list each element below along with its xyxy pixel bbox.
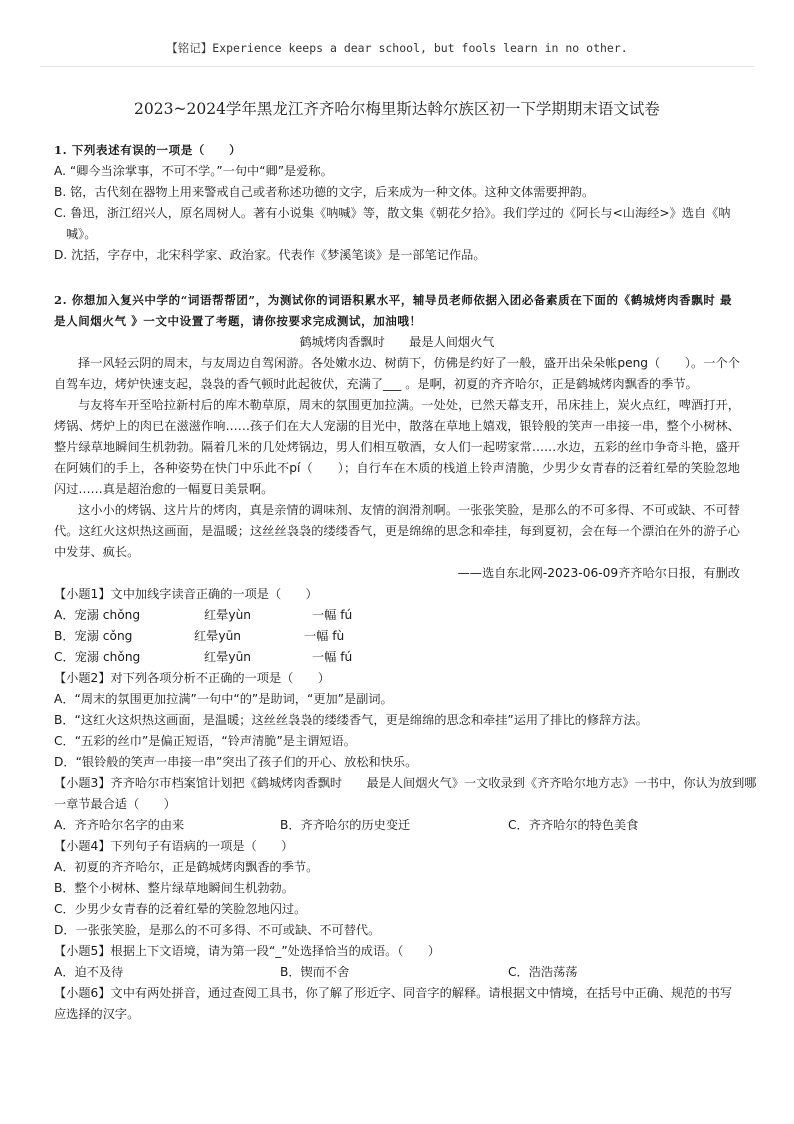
sub-question-1-option-c: C．宠溺 chǒng 红晕yūn 一幅 fú <box>54 650 353 664</box>
sub-question-5-option-b: B．锲而不舍 <box>280 965 350 979</box>
article-paragraph-3: 这小小的烤锅、这片片的烤肉，真是亲情的调味剂、友情的润滑剂啊。一张张笑脸，是那么的不可多得、不可或缺、不可替代。这红火这炽热这画面，是温暖；这丝丝袅袅的缕缕香气，更是绵绵的思念和牵挂，每到夏初，会在每一个漂泊在外的游子心中发芽、疯长。 <box>54 503 740 559</box>
sub-question-1-option-b: B．宠溺 cǒng 红晕yūn 一幅 fù <box>54 629 345 643</box>
exam-title: 2023~2024学年黑龙江齐齐哈尔梅里斯达斡尔族区初一下学期期末语文试卷 <box>134 100 660 118</box>
sub-question-4-stem: 【小题4】下列句子有语病的一项是（ ） <box>54 839 294 853</box>
sub-question-5-options <box>54 962 740 983</box>
sub-question-2-stem: 【小题2】对下列各项分析不正确的一项是（ ） <box>54 671 330 685</box>
header-divider <box>40 66 754 67</box>
exam-content <box>54 140 757 1025</box>
sub-question-3-options <box>54 815 740 836</box>
sub-question-3-stem-line1: 【小题3】齐齐哈尔市档案馆计划把《鹤城烤肉香飘时 最是人间烟火气》一文收录到《齐齐哈尔地方志》一书中，你认为放到哪 <box>54 776 757 790</box>
question-1-option-b: B. 铭，古代刻在器物上用来警戒自己或者称述功德的文字，后来成为一种文体。这种文体需要押韵。 <box>54 185 595 199</box>
question-1-option-c: C. 鲁迅，浙江绍兴人，原名周树人。著有小说集《呐喊》等，散文集《朝花夕拾》。我们学过的《阿长与<山海经>》选自《呐 <box>54 206 731 220</box>
sub-question-3-option-a: A．齐齐哈尔名字的由来 <box>54 818 185 832</box>
sub-question-4-option-c: C．少男少女青春的泛着红晕的笑脸忽地闪过。 <box>54 902 307 916</box>
sub-question-3-stem-line2: 一章节最合适（ ） <box>54 797 176 811</box>
question-1-option-c-cont: 喊》。 <box>66 227 97 241</box>
sub-question-3-option-c: C．齐齐哈尔的特色美食 <box>508 818 639 832</box>
sub-question-2-option-d: D．“银铃般的笑声一串接一串”突出了孩子们的开心、放松和快乐。 <box>54 755 418 769</box>
sub-question-2-option-b: B．“这红火这炽热这画面，是温暖；这丝丝袅袅的缕缕香气，更是绵绵的思念和牵挂”运用了排比的修辞方法。 <box>54 713 648 727</box>
sub-question-5-stem: 【小题5】根据上下文语境，请为第一段“_”处选择恰当的成语。（ ） <box>54 944 441 958</box>
article-paragraph-2: 与友将车开至哈拉新村后的库木勒草原，周末的氛围更加拉满。一处处，已然天幕支开，吊床挂上，炭火点红，啤酒打开，烤锅、烤炉上的肉已在滋滋作响……孩子们在大人宠溺的目光中，散落在草地上嬉戏，银铃般的笑声一串接一串，整个小树林、整片绿草地瞬间生机勃勃。隔着几米的几处烤锅边，男人们相互敬酒，女人们一起唠家常……水边，五彩的丝巾争奇斗艳，盛开在阿姨们的手上，各种姿势在快门中乐此不pí（ ）；自行车在木质的栈道上铃声清脆，少男少女青春的泛着红晕的笑脸忽地闪过……真是超治愈的一幅夏日美景啊。 <box>54 398 740 496</box>
sub-question-1-option-a: A．宠溺 chǒng 红晕yùn 一幅 fú <box>54 608 353 622</box>
article-paragraph-1: 择一风轻云阴的周末，与友周边自驾闲游。各处嫩水边、树荫下，仿佛是约好了一般，盛开出朵朵帐peng（ ）。一个个自驾车边，烤炉快速支起，袅袅的香气顿时此起彼伏，充满了___ 。是啊，初夏的齐齐哈尔，正是鹤城烤肉飘香的季节。 <box>54 356 740 391</box>
question-1-option-a: A. “卿今当涂掌事，不可不学。”一句中“卿”是爱称。 <box>54 164 333 178</box>
page-header-motto: 【铭记】Experience keeps a dear school, but fools learn in no other. <box>166 41 628 55</box>
sub-question-2-option-a: A．“周末的氛围更加拉满”一句中“的”是助词，“更加”是副词。 <box>54 692 393 706</box>
sub-question-5-option-a: A．迫不及待 <box>54 965 124 979</box>
question-2-stem-line1: 2. 你想加入复兴中学的“词语帮帮团”，为测试你的词语积累水平，辅导员老师依据入团必备素质在下面的《鹤城烤肉香飘时 最 <box>54 293 733 307</box>
sub-question-3-option-b: B．齐齐哈尔的历史变迁 <box>280 818 411 832</box>
article-title: 鹤城烤肉香飘时 最是人间烟火气 <box>299 335 495 349</box>
sub-question-6-stem: 【小题6】文中有两处拼音，通过查阅工具书，你了解了形近字、同音字的解释。请根据文中情境，在括号中正确、规范的书写应选择的汉字。 <box>54 986 733 1021</box>
question-2-stem-line2: 是人间烟火气 》一文中设置了考题，请你按要求完成测试，加油哦！ <box>54 314 422 328</box>
sub-question-5-option-c: C．浩浩荡荡 <box>508 965 578 979</box>
sub-question-4-option-b: B．整个小树林、整片绿草地瞬间生机勃勃。 <box>54 881 294 895</box>
sub-question-4-option-a: A．初夏的齐齐哈尔，正是鹤城烤肉飘香的季节。 <box>54 860 319 874</box>
article-source: ——选自东北网-2023-06-09齐齐哈尔日报，有删改 <box>457 566 740 580</box>
question-1-stem: 1. 下列表述有误的一项是（ ） <box>54 143 242 157</box>
sub-question-4-option-d: D．一张张笑脸，是那么的不可多得、不可或缺、不可替代。 <box>54 923 381 937</box>
sub-question-1-stem: 【小题1】文中加线字读音正确的一项是（ ） <box>54 587 318 601</box>
question-1-option-d: D. 沈括，字存中，北宋科学家、政治家。代表作《梦溪笔谈》是一部笔记作品。 <box>54 248 486 262</box>
sub-question-2-option-c: C．“五彩的丝巾”是偏正短语，“铃声清脆”是主谓短语。 <box>54 734 356 748</box>
